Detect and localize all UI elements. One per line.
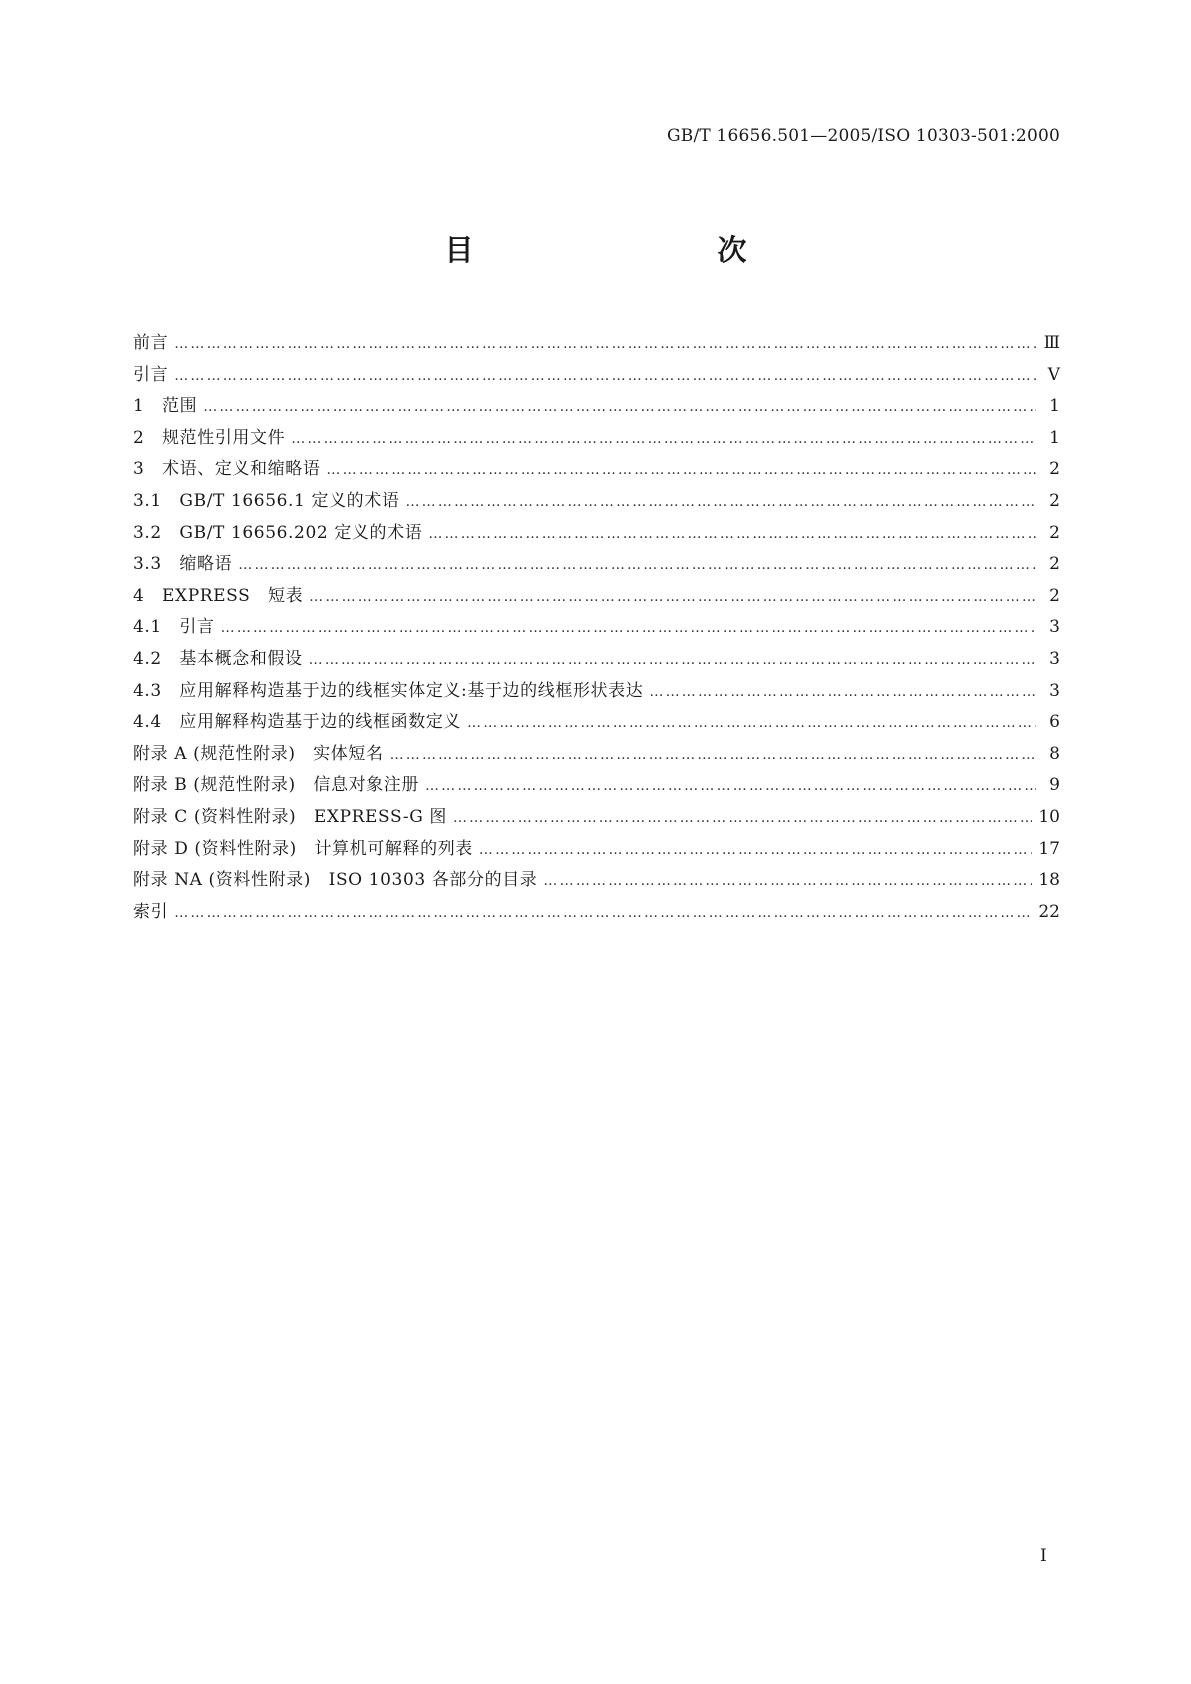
toc-entry-label: 前言	[133, 333, 169, 353]
toc-entry[interactable]	[133, 549, 1060, 581]
toc-leader-dots	[203, 392, 1036, 424]
toc-entry-label: 3.2 GB/T 16656.202 定义的术语	[133, 522, 423, 543]
toc-entry-label: 4 EXPRESS 短表	[133, 585, 304, 606]
toc-entry-label: 附录 A (规范性附录) 实体短名	[133, 743, 384, 764]
toc-entry-page: 8	[1049, 743, 1060, 764]
page-title: 目 次	[444, 233, 809, 267]
toc-entry-label: 3.1 GB/T 16656.1 定义的术语	[133, 490, 400, 511]
toc-entry-page: 10	[1038, 806, 1060, 827]
toc-entry[interactable]	[133, 770, 1060, 802]
toc-entry-page: 2	[1049, 522, 1060, 543]
toc-leader-dots	[649, 677, 1036, 709]
toc-entry-page: 18	[1038, 870, 1060, 891]
toc-entry[interactable]	[133, 834, 1060, 866]
toc-entry-label: 附录 D (资料性附录) 计算机可解释的列表	[133, 838, 473, 859]
toc-entry-label: 2 规范性引用文件	[133, 427, 286, 448]
toc-entry[interactable]	[133, 707, 1060, 739]
toc-leader-dots	[326, 455, 1036, 487]
table-of-contents	[133, 328, 1060, 928]
toc-entry[interactable]	[133, 644, 1060, 676]
toc-leader-dots	[238, 550, 1036, 582]
toc-entry[interactable]	[133, 865, 1060, 897]
toc-entry-page: 9	[1049, 775, 1060, 796]
toc-entry-label: 3 术语、定义和缩略语	[133, 459, 321, 480]
toc-entry[interactable]	[133, 486, 1060, 518]
toc-entry[interactable]	[133, 454, 1060, 486]
toc-entry-page: 2	[1049, 490, 1060, 511]
toc-entry[interactable]	[133, 328, 1060, 360]
toc-leader-dots	[291, 424, 1036, 456]
toc-entry-label: 附录 B (规范性附录) 信息对象注册	[133, 775, 419, 796]
toc-entry-page: 3	[1049, 648, 1060, 669]
toc-entry-label: 引言	[133, 364, 169, 385]
standard-code: GB/T 16656.501—2005/ISO 10303-501:2000	[666, 126, 1060, 146]
toc-leader-dots	[174, 898, 1032, 930]
toc-entry[interactable]	[133, 518, 1060, 550]
toc-leader-dots	[479, 835, 1032, 867]
toc-entry[interactable]	[133, 391, 1060, 423]
toc-entry[interactable]	[133, 802, 1060, 834]
toc-entry-label: 4.2 基本概念和假设	[133, 648, 303, 669]
toc-entry-label: 附录 C (资料性附录) EXPRESS-G 图	[133, 806, 447, 827]
toc-entry-label: 3.3 缩略语	[133, 554, 233, 575]
page-number: I	[1040, 1546, 1047, 1566]
toc-entry-page: 3	[1049, 617, 1060, 638]
toc-entry-label: 附录 NA (资料性附录) ISO 10303 各部分的目录	[133, 870, 538, 891]
toc-leader-dots	[174, 329, 1036, 361]
toc-leader-dots	[309, 582, 1036, 614]
toc-entry-page: 6	[1049, 712, 1060, 733]
toc-leader-dots	[221, 613, 1036, 645]
toc-entry-label: 1 范围	[133, 396, 198, 417]
toc-leader-dots	[390, 740, 1036, 772]
toc-entry[interactable]	[133, 897, 1060, 929]
toc-entry[interactable]	[133, 676, 1060, 708]
toc-entry[interactable]	[133, 423, 1060, 455]
toc-entry-label: 4.4 应用解释构造基于边的线框函数定义	[133, 712, 462, 733]
toc-leader-dots	[174, 361, 1036, 393]
toc-entry-page: 3	[1049, 680, 1060, 701]
toc-entry-page: Ⅴ	[1047, 364, 1060, 385]
toc-leader-dots	[428, 519, 1036, 551]
toc-leader-dots	[543, 866, 1032, 898]
toc-entry-page: 1	[1049, 427, 1060, 448]
toc-entry-page: 1	[1049, 396, 1060, 417]
toc-entry-label: 4.1 引言	[133, 617, 215, 638]
toc-entry-label: 4.3 应用解释构造基于边的线框实体定义:基于边的线框形状表达	[133, 680, 644, 701]
toc-leader-dots	[453, 803, 1032, 835]
toc-entry-page: Ⅲ	[1043, 333, 1060, 353]
toc-entry[interactable]	[133, 360, 1060, 392]
toc-leader-dots	[467, 708, 1036, 740]
toc-entry-page: 2	[1049, 585, 1060, 606]
toc-entry[interactable]	[133, 739, 1060, 771]
toc-leader-dots	[309, 645, 1036, 677]
toc-leader-dots	[405, 487, 1036, 519]
toc-entry-page: 2	[1049, 554, 1060, 575]
toc-entry-page: 2	[1049, 459, 1060, 480]
toc-entry-page: 22	[1038, 901, 1060, 922]
toc-entry[interactable]	[133, 612, 1060, 644]
toc-entry-page: 17	[1038, 838, 1060, 859]
toc-entry-label: 索引	[133, 901, 169, 922]
toc-entry[interactable]	[133, 581, 1060, 613]
toc-leader-dots	[425, 771, 1036, 803]
